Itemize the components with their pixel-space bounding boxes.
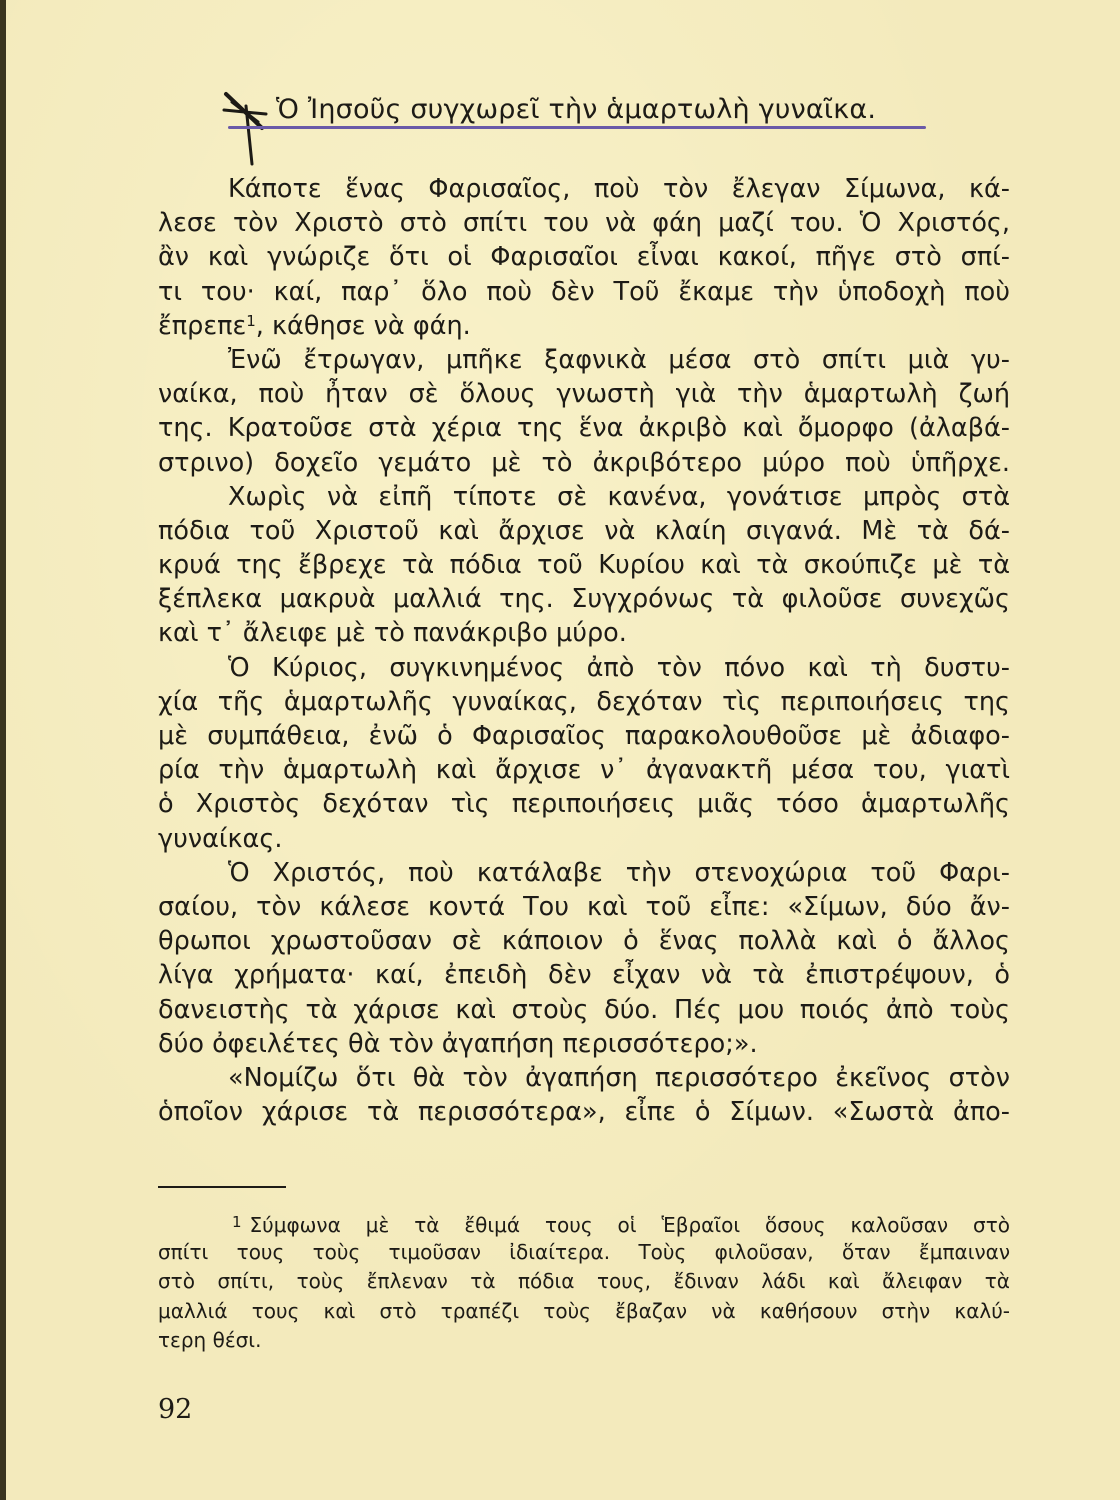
text-line: Ὁ Κύριος, συγκινημένος ἀπὸ τὸν πόνο καὶ τὴ δυστυ- bbox=[228, 652, 1010, 683]
footnote-line: στὸ σπίτι, τοὺς ἔπλεναν τὰ πόδια τους, ἔδιναν λάδι καὶ ἄλειφαν τὰ bbox=[158, 1269, 1010, 1293]
text-line: λεσε τὸν Χριστὸ στὸ σπίτι του νὰ φάη μαζί του. Ὁ Χριστός, bbox=[158, 208, 1010, 239]
footnote-line: σπίτι τους τοὺς τιμοῦσαν ἰδιαίτερα. Τοὺς φιλοῦσαν, ὅταν ἔμπαιναν bbox=[158, 1239, 1010, 1264]
text-line: καὶ τ᾿ ἄλειφε μὲ τὸ πανάκριβο μύρο. bbox=[158, 618, 627, 649]
text-line: ἂν καὶ γνώριζε ὅτι οἱ Φαρισαῖοι εἶναι κακοί, πῆγε στὸ σπί- bbox=[158, 242, 1010, 273]
title-underline bbox=[228, 126, 926, 129]
footnote-line: τερη θέσι. bbox=[158, 1328, 262, 1352]
section-heading bbox=[222, 88, 932, 132]
text-line: μὲ συμπάθεια, ἐνῶ ὁ Φαρισαῖος παρακολουθοῦσε μὲ ἀδιαφο- bbox=[158, 721, 1010, 751]
footnote-text: Σύμφωνα μὲ τὰ ἔθιμά τους οἱ Ἑβραῖοι ὅσους καλοῦσαν στὸ bbox=[249, 1213, 1010, 1237]
main-text bbox=[158, 172, 1010, 1129]
text-line: Χωρὶς νὰ εἰπῆ τίποτε σὲ κανένα, γονάτισε μπρὸς στὰ bbox=[228, 481, 1010, 512]
footnote-line: μαλλιά τους καὶ στὸ τραπέζι τοὺς ἔβαζαν νὰ καθήσουν στὴν καλύ- bbox=[158, 1298, 1010, 1323]
text-line: δύο ὀφειλέτες θὰ τὸν ἀγαπήση περισσότερο;». bbox=[158, 1028, 758, 1059]
text-line: ρία τὴν ἁμαρτωλὴ καὶ ἄρχισε ν᾿ ἀγανακτῆ μέσα του, γιατὶ bbox=[158, 755, 1010, 786]
text-line: ὁ Χριστὸς δεχόταν τὶς περιποιήσεις μιᾶς τόσο ἁμαρτωλῆς bbox=[158, 789, 1010, 820]
text-line: γυναίκας. bbox=[158, 823, 283, 854]
text-line: της. Κρατοῦσε στὰ χέρια της ἕνα ἀκριβὸ καὶ ὄμορφο (ἀλαβά- bbox=[158, 413, 1010, 444]
text-line: ξέπλεκα μακρυὰ μαλλιά της. Συγχρόνως τὰ φιλοῦσε συνεχῶς bbox=[158, 584, 1010, 615]
footnote-number: 1 bbox=[232, 1213, 242, 1231]
section-title: Ὁ Ἰησοῦς συγχωρεῖ τὴν ἁμαρτωλὴ γυναῖκα. bbox=[276, 94, 877, 125]
text-line: λίγα χρήματα· καί, ἐπειδὴ δὲν εἶχαν νὰ τὰ ἐπιστρέψουν, ὁ bbox=[158, 960, 1010, 991]
text-line: χία τῆς ἁμαρτωλῆς γυναίκας, δεχόταν τὶς περιποιήσεις της bbox=[158, 686, 1010, 717]
text-line: πόδια τοῦ Χριστοῦ καὶ ἄρχισε νὰ κλαίη σιγανά. Μὲ τὰ δά- bbox=[158, 515, 1010, 546]
text-line: στρινο) δοχεῖο γεμάτο μὲ τὸ ἀκριβότερο μύρο ποὺ ὑπῆρχε. bbox=[158, 447, 1010, 478]
footnote-reference: 1 bbox=[246, 311, 256, 330]
text-line: τι του· καί, παρ᾿ ὅλο ποὺ δὲν Τοῦ ἔκαμε τὴν ὑποδοχὴ ποὺ bbox=[158, 276, 1010, 307]
text-line: Ὁ Χριστός, ποὺ κατάλαβε τὴν στενοχώρια τοῦ Φαρι- bbox=[228, 857, 1010, 888]
text-line: Ἐνῶ ἔτρωγαν, μπῆκε ξαφνικὰ μέσα στὸ σπίτι μιὰ γυ- bbox=[228, 344, 1010, 375]
text-line: δανειστὴς τὰ χάρισε καὶ στοὺς δύο. Πές μου ποιός ἀπὸ τοὺς bbox=[158, 994, 1010, 1025]
text-line bbox=[158, 309, 1010, 343]
footnote-line bbox=[158, 1208, 1010, 1238]
footnote-separator bbox=[158, 1186, 286, 1188]
text-line: κρυά της ἔβρεχε τὰ πόδια τοῦ Κυρίου καὶ τὰ σκούπιζε μὲ τὰ bbox=[158, 550, 1010, 581]
text-line: «Νομίζω ὅτι θὰ τὸν ἀγαπήση περισσότερο ἐκεῖνος στὸν bbox=[228, 1062, 1010, 1093]
text-line: ὁποῖον χάρισε τὰ περισσότερα», εἶπε ὁ Σίμων. «Σωστὰ ἀπο- bbox=[158, 1097, 1010, 1128]
text-line: Κάποτε ἕνας Φαρισαῖος, ποὺ τὸν ἔλεγαν Σίμωνα, κά- bbox=[228, 174, 1010, 204]
text-fragment: ἔπρεπε bbox=[158, 310, 247, 341]
page-number: 92 bbox=[158, 1394, 193, 1425]
text-fragment: , κάθησε νὰ φάη. bbox=[255, 310, 471, 341]
footnote bbox=[158, 1208, 1010, 1356]
text-line: ναίκα, ποὺ ἦταν σὲ ὅλους γνωστὴ γιὰ τὴν ἁμαρτωλὴ ζωή bbox=[158, 379, 1010, 410]
page-edge-shadow bbox=[0, 0, 6, 1500]
text-line: θρωποι χρωστοῦσαν σὲ κάποιον ὁ ἕνας πολλὰ καὶ ὁ ἄλλος bbox=[158, 926, 1010, 957]
text-line: σαίου, τὸν κάλεσε κοντά Του καὶ τοῦ εἶπε: «Σίμων, δύο ἄν- bbox=[158, 891, 1010, 922]
